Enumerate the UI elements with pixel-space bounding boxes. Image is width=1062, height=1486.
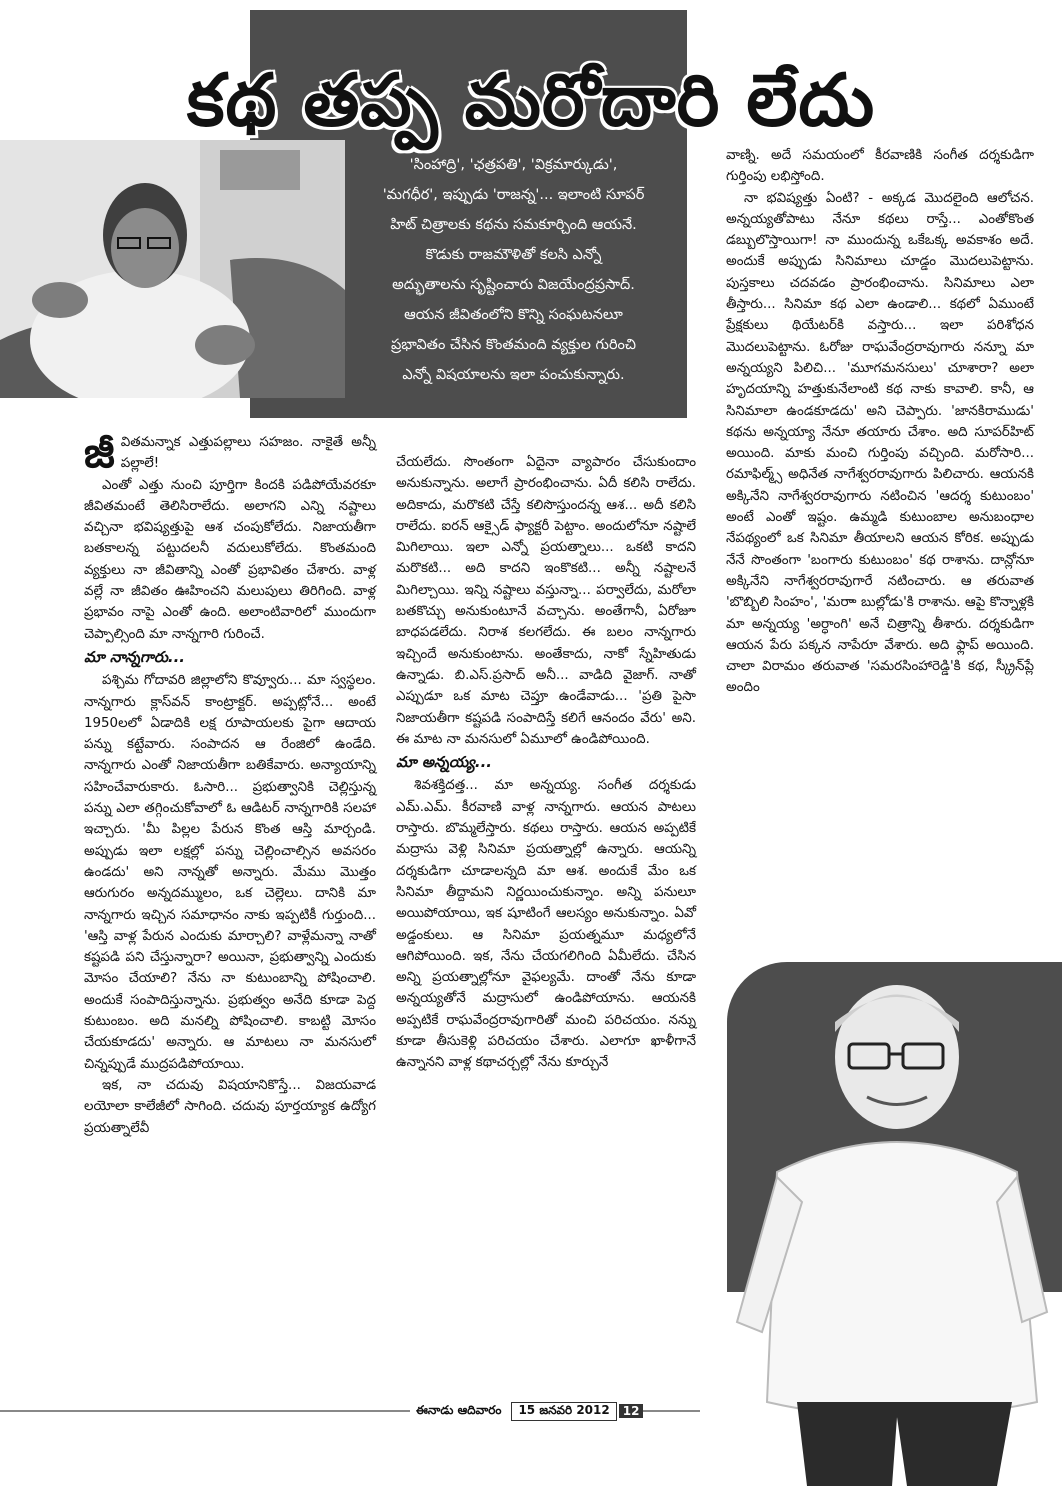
intro-line: ప్రభావితం చేసిన కొంతమంది వ్యక్తుల గురించి (390, 337, 637, 353)
page-number: 12 (619, 1404, 644, 1418)
photo-standing-man (707, 962, 1062, 1486)
intro-line: కొడుకు రాజమౌళితో కలసి ఎన్నో (425, 247, 602, 263)
paragraph: శివశక్తిదత్త... మా అన్నయ్య. సంగీత దర్శకుడు ఎమ్.ఎమ్. కీరవాణి వాళ్ల నాన్నగారు. ఆయన పాటలు రాస్తారు. బొమ్మలేస్తారు. కథలు రాస్తారు. ఆయన అప్పటికే మద్రాసు వెళ్లి సినిమా ప్రయత్నాల్లో ఉన్నారు. ఆయన్ని దర్శకుడిగా చూడాలన్నది మా ఆశ. అందుకే మేం ఒక సినిమా తీద్దామని నిర్ణయించుకున్నాం. అన్ని పనులూ అయిపోయాయి, ఇక షూటింగే ఆలస్యం అనుకున్నాం. ఏవో అడ్డంకులు. ఆ సినిమా ప్రయత్నమూ మధ్యలోనే ఆగిపోయింది. ఇక, నేను చేయగలిగింది ఏమీలేదు. చేసిన అన్ని ప్రయత్నాల్లోనూ వైఫల్యమే. దాంతో నేను కూడా అన్నయ్యతోనే మద్రాసులో ఉండిపోయాను. ఆయనకి అప్పటికే రాఘవేంద్రరావుగారితో మంచి పరిచయం. నన్ను కూడా తీసుకెళ్లి పరిచయం చేశారు. ఎలాగూ ఖాళీగానే ఉన్నానని వాళ్ల కథాచర్చల్లో నేను కూర్చునే (396, 778, 696, 1071)
intro-line: 'మగధీర', ఇప్పుడు 'రాజన్న'... ఇలాంటి సూపర్ (382, 187, 645, 203)
article-column-2 (396, 452, 696, 1074)
paragraph: చేయలేదు. సొంతంగా ఏదైనా వ్యాపారం చేసుకుందాం అనుకున్నాను. అలాగే ప్రారంభించాను. ఏదీ కలిసి రాలేదు. అదికాదు, మరొకటి చేస్తే కలిసొస్తుందన్న ఆశ... అదీ కలిసి రాలేదు. ఐరన్ ఆక్సైడ్ ఫ్యాక్టరీ పెట్టాం. అందులోనూ నష్టాలే మిగిలాయి. ఇలా ఎన్నో ప్రయత్నాలు... ఒకటి కాదని మరొకటి... అది కాదని ఇంకొకటి... అన్నీ నష్టాలనే మిగిల్చాయి. ఇన్ని నష్టాలు వస్తున్నా... పర్వాలేదు, మరోలా బతకొచ్చు అనుకుంటూనే వచ్చాను. అంతేగానీ, ఏరోజూ బాధపడలేదు. నిరాశ కలగలేదు. ఈ బలం నాన్నగారు ఇచ్చిందే అనుకుంటాను. అంతేకాదు, నాకో స్నేహితుడు ఉన్నాడు. బి.ఎస్.ప్రసాద్ అనీ... వాడిది వైజాగ్. నాతో ఎప్పుడూ ఒక మాట చెప్తూ ఉండేవాడు... 'ప్రతి పైసా నిజాయతీగా కష్టపడి సంపాదిస్తే కలిగే ఆనందం వేరు' అని. ఈ మాట నా మనసులో ఏమూలో ఉండిపోయింది. (396, 455, 696, 747)
issue-date: 15 జనవరి 2012 (511, 1402, 616, 1421)
intro-line: 'సింహాద్రి', 'ఛత్రపతి', 'విక్రమార్కుడు', (409, 157, 618, 173)
publication-name: ఈనాడు ఆదివారం (416, 1402, 502, 1417)
subheading-brother: మా అన్నయ్య... (396, 753, 492, 772)
lead-paragraph (84, 428, 376, 477)
photo-seated-man-illustration (0, 140, 345, 398)
lead-text: వితమన్నాక ఎత్తుపల్లాలు సహజం. నాకైతే అన్నీ పల్లాలే! (120, 435, 376, 472)
photo-seated-man (0, 140, 345, 398)
intro-line: ఆయన జీవితంలోని కొన్ని సంఘటనలూ (404, 307, 623, 323)
intro-line: అద్భుతాలను సృష్టించారు విజయేంద్రప్రసాద్. (392, 277, 635, 293)
intro-blurb (345, 150, 682, 410)
photo-standing-man-illustration (707, 962, 1062, 1486)
paragraph: వాణ్ని. అదే సమయంలో కీరవాణికి సంగీత దర్శకుడిగా గుర్తింపు లభిస్తోంది. (726, 148, 1034, 185)
dropcap: జీ (84, 428, 115, 477)
paragraph: ఇక, నా చదువు విషయానికొస్తే... విజయవాడ లయోలా కాలేజీలో సాగింది. చదువు పూర్తయ్యాక ఉద్యోగ ప్రయత్నాలేవీ (84, 1077, 376, 1136)
paragraph: నా భవిష్యత్తు ఏంటి? - అక్కడ మొదలైంది ఆలోచన. అన్నయ్యతోపాటు నేనూ కథలు రాస్తే... ఎంతోకొంత డబ్బులొస్తాయిగా! నా ముందున్న ఒకేఒక్క అవకాశం అదే. అందుకే అప్పుడు సినిమాలు చూడ్డం మొదలుపెట్టాను. పుస్తకాలు చదవడం ప్రారంభించాను. సినిమాలు ఎలా తీస్తారు... సినిమా కథ ఎలా ఉండాలి... కథలో ఏముంటే ప్రేక్షకులు థియేటర్‌కి వస్తారు... ఇలా పరిశోధన మొదలుపెట్టాను. ఓరోజు రాఘవేంద్రరావుగారు నన్నూ మా అన్నయ్యని పిలిచి... 'మూగమనసులు' చూశారా? అలా హృదయాన్ని హత్తుకునేలాంటి కథ నాకు కావాలి. కానీ, ఆ సినిమాలా ఉండకూడదు' అని చెప్పారు. 'జానకిరాముడు' కథను అన్నయ్యా నేనూ తయారు చేశాం. అది సూపర్‌హిట్ అయింది. మాకు మంచి గుర్తింపు వచ్చింది. మరోసారి... రమాఫిల్మ్స్ అధినేత నాగేశ్వరరావుగారు పిలిచారు. ఆయనకి అక్కినేని నాగేశ్వరరావుగారు నటించిన 'ఆదర్శ కుటుంబం' అంటే ఎంతో ఇష్టం. ఉమ్మడి కుటుంబాల అనుబంధాల నేపథ్యంలో ఒక సినిమా తీయాలని ఆయన కోరిక. అప్పుడు నేనే సొంతంగా 'బంగారు కుటుంబం' కథ రాశాను. దాన్లోనూ అక్కినేని నాగేశ్వరరావుగారే నటించారు. ఆ తరువాత 'బొబ్బిలి సింహం', 'మరాా బుల్లోడు'కి రాశాను. ఆపై కొన్నాళ్లకి మా అన్నయ్య 'అర్ధాంగి' అనే చిత్రాన్ని తీశారు. దర్శకుడిగా ఆయన పేరు పక్కన నాపేరూ వేశారు. అది ఫ్లాప్ అయింది. చాలా విరామం తరువాత 'సమరసింహారెడ్డి'కి కథ, స్క్రీన్‌ప్లే అందిం (726, 190, 1034, 696)
intro-line: ఎన్నో విషయాలను ఇలా పంచుకున్నారు. (402, 367, 625, 383)
paragraph: పశ్చిమ గోదావరి జిల్లాలోని కొవ్వూరు... మా స్వస్థలం. నాన్నగారు క్లాస్‌వన్ కాంట్రాక్టర్. అప్పట్లోనే... అంటే 1950లలో ఏడాదికి లక్ష రూపాయలకు పైగా ఆదాయ పన్ను కట్టేవారు. సంపాదన ఆ రేంజిలో ఉండేది. నాన్నగారు ఎంతో నిజాయతీగా బతికేవారు. అన్యాయాన్ని సహించేవారుకారు. ఓసారి... ప్రభుత్వానికి చెల్లిస్తున్న పన్ను ఎలా తగ్గించుకోవాలో ఓ ఆడిటర్ నాన్నగారికి సలహా ఇచ్చారు. 'మీ పిల్లల పేరున కొంత ఆస్తి మార్చండి. అప్పుడు ఇలా లక్షల్లో పన్ను చెల్లించాల్సిన అవసరం ఉండదు' అని నాన్నతో అన్నారు. మేము మొత్తం ఆరుగురం అన్నదమ్ములం, ఒక చెల్లెలు. దానికి మా నాన్నగారు ఇచ్చిన సమాధానం నాకు ఇప్పటికీ గుర్తుంది... 'ఆస్తి వాళ్ల పేరున ఎందుకు మార్చాలి? వాళ్లేమన్నా నాతో కష్టపడి పని చేస్తున్నారా? అయినా, ప్రభుత్వాన్ని ఎందుకు మోసం చేయాలి? నేను నా కుటుంబాన్ని పోషించాలి. అందుకే సంపాదిస్తున్నాను. ప్రభుత్వం అనేది కూడా పెద్ద కుటుంబం. అది మనల్ని పోషించాలి. కాబట్టి మోసం చేయకూడదు' అన్నారు. ఆ మాటలు నా మనసులో చిన్నప్పుడే ముద్రపడిపోయాయి. (84, 673, 376, 1072)
article-column-3 (726, 145, 1034, 699)
subheading-father: మా నాన్నగారు... (84, 647, 186, 666)
headline: కథ తప్ప మరోదారి లేదు (186, 58, 876, 142)
page-footer (410, 1402, 643, 1420)
paragraph: ఎంతో ఎత్తు నుంచి పూర్తిగా కిందకి పడిపోయేవరకూ జీవితమంటే తెలిసిరాలేదు. అలాగని ఎన్ని నష్టాలు వచ్చినా భవిష్యత్తుపై ఆశ చంపుకోలేదు. నిజాయతీగా బతకాలన్న పట్టుదలనీ వదులుకోలేదు. కొంతమంది వ్యక్తులు నా జీవితాన్ని ఎంతో ప్రభావితం చేశారు. వాళ్ల వల్లే నా జీవితం ఊహించని మలుపులు తిరిగింది. వాళ్ల ప్రభావం నాపై ఎంతో ఉంది. అలాంటివారిలో ముందుగా చెప్పాల్సింది మా నాన్నగారి గురించే. (84, 477, 376, 642)
article-column-1 (84, 428, 376, 1139)
intro-line: హిట్ చిత్రాలకు కథను సమకూర్చింది ఆయనే. (390, 217, 637, 233)
